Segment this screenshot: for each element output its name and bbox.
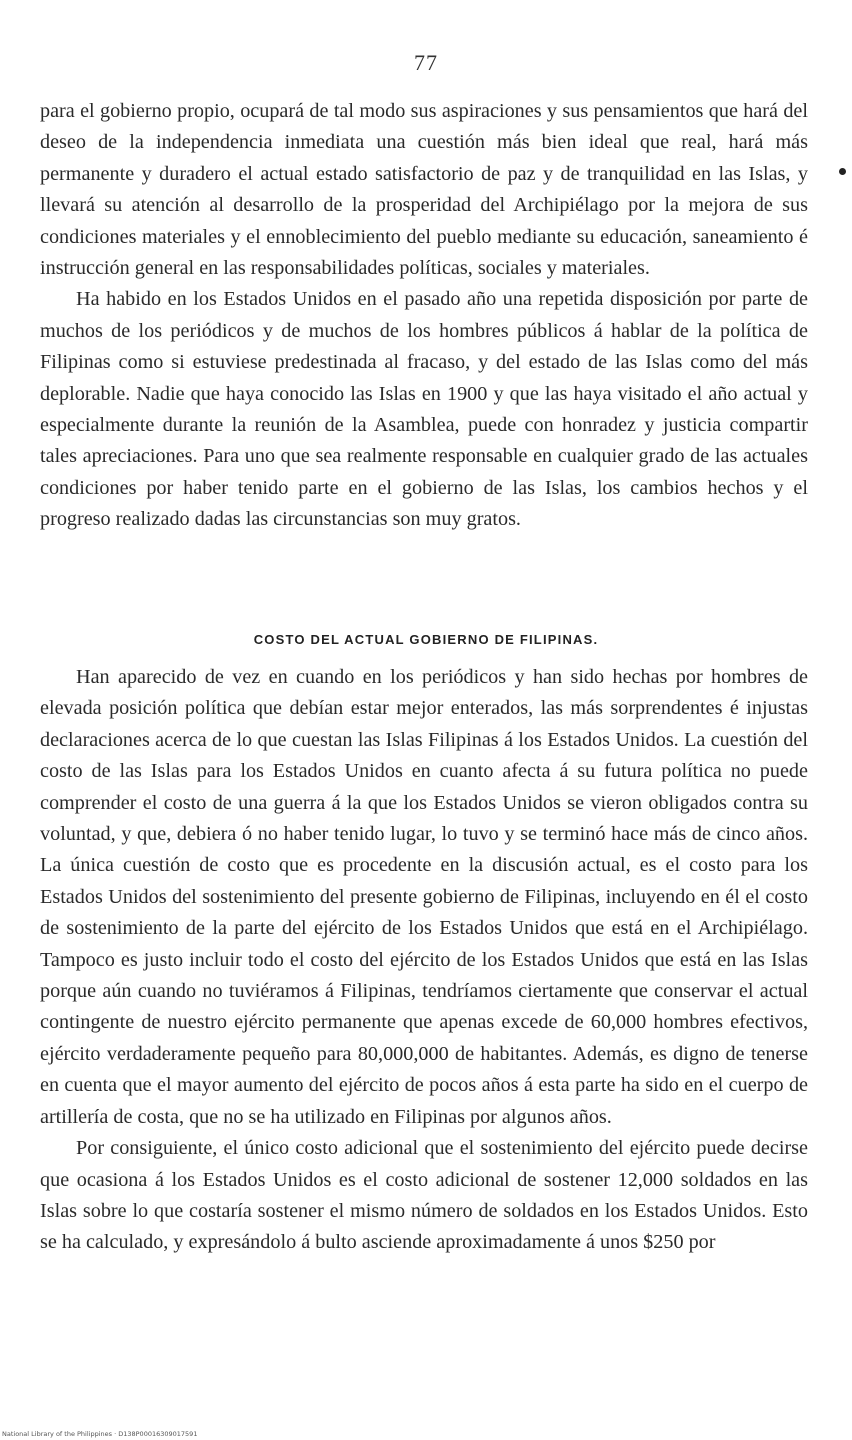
body-text-bottom bbox=[40, 662, 808, 1259]
footer-credit: National Library of the Philippines · D138P00016309017591 bbox=[2, 1430, 198, 1438]
margin-mark bbox=[839, 168, 846, 175]
paragraph-cost-declarations: Han aparecido de vez en cuando en los periódicos y han sido hechas por hombres de elevada posición política que debían estar mejor enterados, las más sorprendentes é injustas declaraciones acerca de lo que cuestan las Islas Filipinas á los Estados Unidos. La cuestión del costo de las Islas para los Estados Unidos en cuanto afecta á su futura política no puede comprender el costo de una guerra á la que los Estados Unidos se vieron obligados contra su voluntad, y que, debiera ó no haber tenido lugar, lo tuvo y se terminó hace más de cinco años. La única cuestión de costo que es procedente en la discusión actual, es el costo para los Estados Unidos del sostenimiento del presente gobierno de Filipinas, incluyendo en él el costo de sostenimiento de la parte del ejército de los Estados Unidos que está en el Archipiélago. Tampoco es justo incluir todo el costo del ejército de los Estados Unidos que está en las Islas porque aún cuando no tuviéramos á Filipinas, tendríamos ciertamente que conservar el actual contingente de nuestro ejército permanente que apenas excede de 60,000 hombres efectivos, ejército verdaderamente pequeño para 80,000,000 de habitantes. Además, es digno de tenerse en cuenta que el mayor aumento del ejército de pocos años á esta parte ha sido en el cuerpo de artillería de costa, que no se ha utilizado en Filipinas por algunos años. bbox=[40, 666, 808, 1128]
body-text-top bbox=[40, 96, 808, 536]
paragraph-additional-cost: Por consiguiente, el único costo adicional que el sostenimiento del ejército puede decirse que ocasiona á los Estados Unidos es el costo adicional de sostener 12,000 soldados en las Islas sobre lo que costaría sostener el mismo número de soldados en los Estados Unidos. Esto se ha calculado, y expresándolo á bulto asciende aproximadamente á unos $250 por bbox=[40, 1137, 808, 1254]
page-number: 77 bbox=[414, 50, 438, 75]
paragraph-filipinas-policy: Ha habido en los Estados Unidos en el pasado año una repetida disposición por parte de muchos de los periódicos y de muchos de los hombres públicos á hablar de la política de Filipinas como si estuviese predestinada al fracaso, y del estado de las Islas como del más deplorable. Nadie que haya conocido las Islas en 1900 y que las haya visitado el año actual y especialmente durante la reunión de la Asamblea, puede con honradez y justicia compartir tales apreciaciones. Para uno que sea realmente responsable en cualquier grado de las actuales condiciones por haber tenido parte en el gobierno de las Islas, los cambios hechos y el progreso realizado dadas las circunstancias son muy gratos. bbox=[40, 288, 808, 531]
paragraph-continuation: para el gobierno propio, ocupará de tal modo sus aspiraciones y sus pensamientos que hará del deseo de la independencia inmediata una cuestión más bien ideal que real, hará más permanente y duradero el actual estado satisfactorio de paz y de tranquilidad en las Islas, y llevará su atención al desarrollo de la prosperidad del Archipiélago por la mejora de sus condiciones materiales y el ennoblecimiento del pueblo mediante su educación, saneamiento é instrucción general en las responsabilidades políticas, sociales y materiales. bbox=[40, 100, 808, 280]
section-heading: COSTO DEL ACTUAL GOBIERNO DE FILIPINAS. bbox=[253, 632, 599, 647]
